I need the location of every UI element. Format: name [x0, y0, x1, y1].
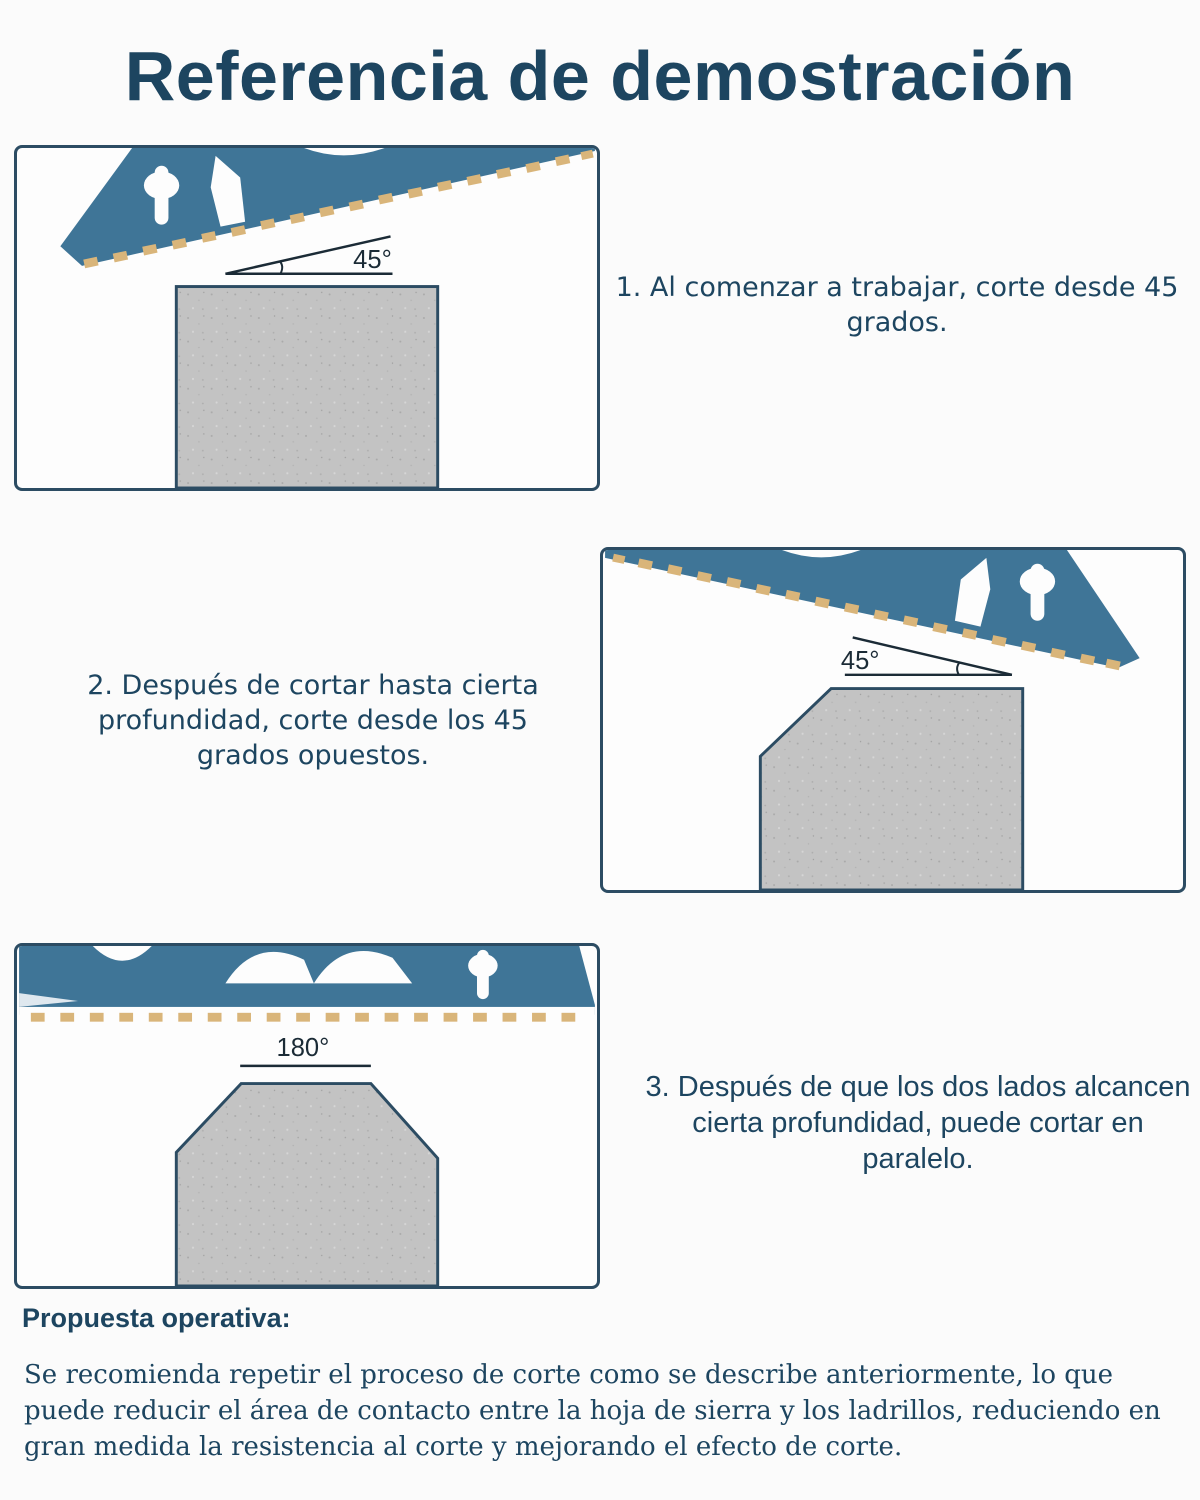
step-1-diagram [17, 148, 597, 488]
brick-icon [760, 689, 1022, 890]
brick-icon [176, 1084, 437, 1286]
step-1-illustration [14, 145, 600, 491]
step-2-angle-label: 45° [840, 646, 880, 675]
step-2-diagram [603, 550, 1183, 890]
step-3-angle-label: 180° [276, 1034, 330, 1063]
step-3-illustration [14, 943, 600, 1289]
page-title: Referencia de demostración [124, 37, 1076, 115]
step-1-text: 1. Al comenzar a trabajar, corte desde 45 grados. [615, 272, 1179, 338]
step-1-angle-label: 45° [353, 245, 392, 274]
step-2-text: 2. Después de cortar hasta cierta profundidad, corte desde los 45 grados opuestos. [87, 670, 539, 771]
step-2-illustration [600, 547, 1186, 893]
proposal-title: Propuesta operativa: [22, 1303, 291, 1333]
proposal-text: Se recomienda repetir el proceso de corte como se describe anteriormente, lo que puede reducir el área de contacto entre la hoja de sierra y los ladrillos, reduciendo en gran medida la resistencia al corte y mejorando el efecto de corte. [24, 1360, 1161, 1462]
step-3-diagram [17, 946, 597, 1286]
saw-blade-icon [19, 946, 595, 1022]
brick-icon [176, 287, 437, 488]
step-3-text: 3. Después de que los dos lados alcancen cierta profundidad, puede cortar en paralelo. [645, 1071, 1191, 1175]
